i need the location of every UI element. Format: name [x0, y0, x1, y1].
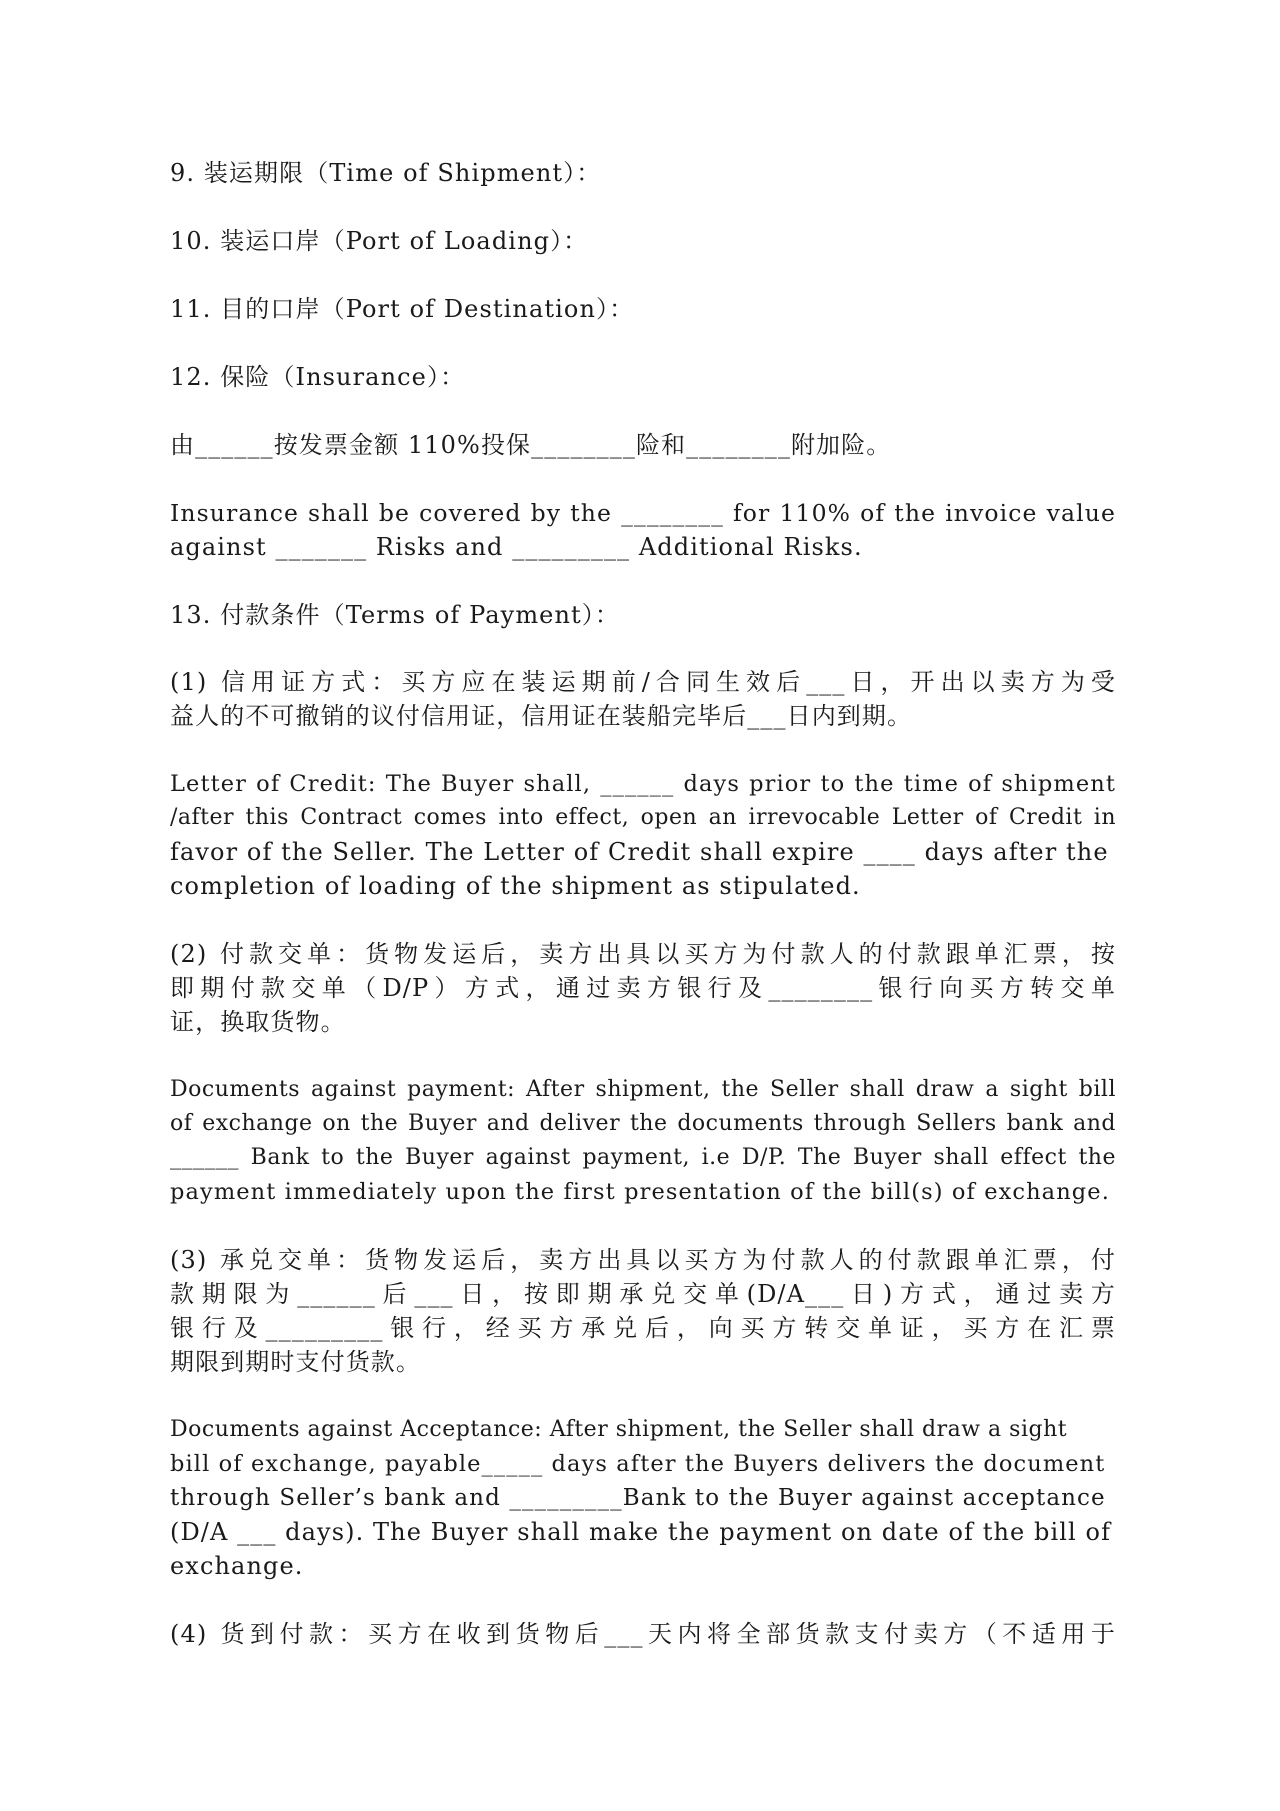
da-en-line: exchange.	[170, 1552, 304, 1580]
da-en-line: through Seller’s bank and _________Bank to the Buyer against acceptance	[170, 1485, 1106, 1511]
cod-cn-line: (4) 货到付款：买方在收到货物后___天内将全部货款支付卖方（不适用于	[170, 1620, 1116, 1648]
da-en-line: (D/A ___ days). The Buyer shall make the payment on date of the bill of	[170, 1518, 1112, 1546]
da-en-line: Documents against Acceptance: After shipment, the Seller shall draw a sight	[170, 1417, 1068, 1442]
insurance-en-line: Insurance shall be covered by the ________ for 110% of the invoice value	[170, 499, 1116, 527]
dp-cn-line: 证，换取货物。	[170, 1008, 346, 1036]
lc-cn-line: (1) 信用证方式：买方应在装运期前/合同生效后___日，开出以卖方为受	[170, 668, 1116, 696]
dp-en-line: ______ Bank to the Buyer against payment, i.e D/P. The Buyer shall effect the	[170, 1145, 1116, 1170]
clause-11-heading: 11. 目的口岸（Port of Destination）：	[170, 295, 635, 323]
lc-cn-line: 益人的不可撤销的议付信用证，信用证在装船完毕后___日内到期。	[170, 702, 913, 730]
da-cn-line: (3) 承兑交单：货物发运后，卖方出具以买方为付款人的付款跟单汇票，付	[170, 1246, 1116, 1274]
dp-cn-line: (2) 付款交单：货物发运后，卖方出具以买方为付款人的付款跟单汇票，按	[170, 940, 1116, 968]
lc-en-line: favor of the Seller. The Letter of Credit shall expire ____ days after the	[170, 838, 1109, 866]
clause-10-heading: 10. 装运口岸（Port of Loading）：	[170, 227, 589, 255]
da-cn-line: 期限到期时支付货款。	[170, 1348, 421, 1376]
lc-en-line: completion of loading of the shipment as stipulated.	[170, 872, 861, 900]
dp-en-line: payment immediately upon the first presentation of the bill(s) of exchange.	[170, 1179, 1110, 1205]
da-cn-line: 款期限为______后___日，按即期承兑交单(D/A___日)方式，通过卖方	[170, 1280, 1116, 1308]
dp-en-line: Documents against payment: After shipment, the Seller shall draw a sight bill	[170, 1077, 1116, 1102]
dp-en-line: of exchange on the Buyer and deliver the documents through Sellers bank and	[170, 1111, 1116, 1136]
clause-13-heading: 13. 付款条件（Terms of Payment）：	[170, 601, 620, 629]
dp-cn-line: 即期付款交单（D/P）方式，通过卖方银行及________银行向买方转交单	[170, 974, 1116, 1002]
insurance-cn-text: 由______按发票金额 110%投保________险和________附加险。	[170, 431, 892, 459]
da-cn-line: 银行及_________银行，经买方承兑后，向买方转交单证，买方在汇票	[170, 1314, 1116, 1342]
lc-en-line: /after this Contract comes into effect, open an irrevocable Letter of Credit in	[170, 805, 1116, 830]
clause-9-heading: 9. 装运期限（Time of Shipment）：	[170, 159, 602, 187]
da-en-line: bill of exchange, payable_____ days after the Buyers delivers the document	[170, 1451, 1106, 1477]
insurance-en-line: against _______ Risks and _________ Additional Risks.	[170, 533, 863, 561]
clause-12-heading: 12. 保险（Insurance）：	[170, 363, 466, 391]
lc-en-line: Letter of Credit: The Buyer shall, ______ days prior to the time of shipment	[170, 771, 1116, 797]
